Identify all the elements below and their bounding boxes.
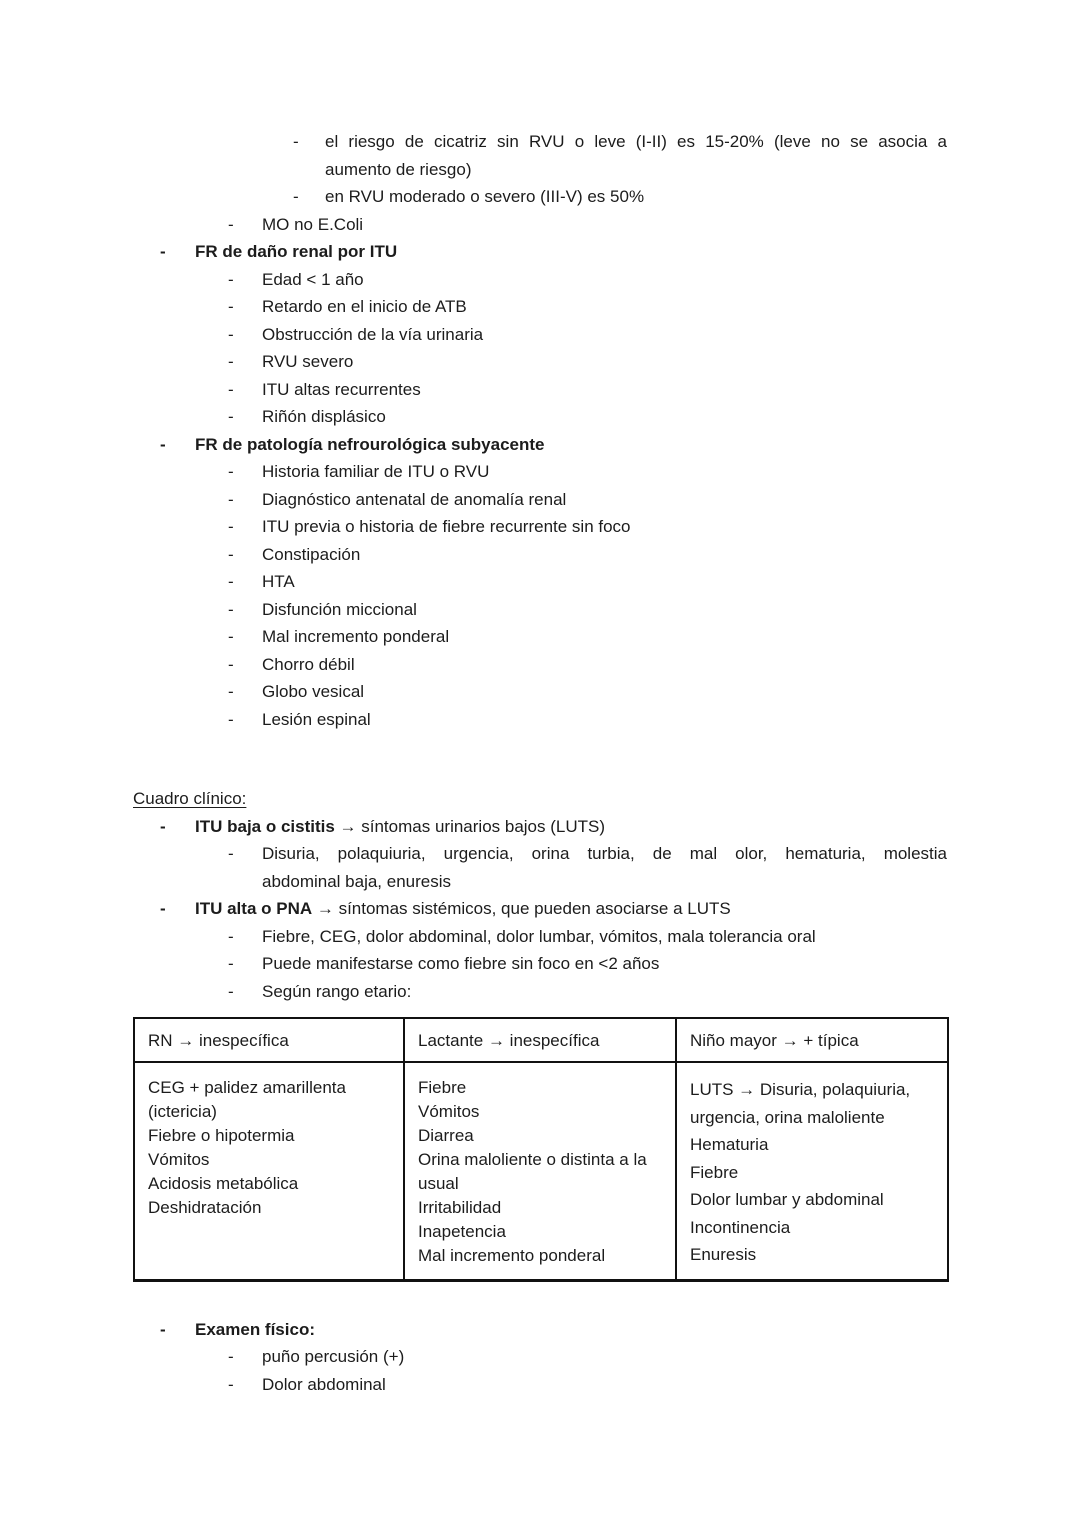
list-item-text: Obstrucción de la vía urinaria [262,324,484,344]
table-cell-line: CEG + palidez amarillenta (ictericia) [148,1078,346,1121]
notes-document [133,128,947,1398]
table-cell-lactante [404,1062,676,1280]
list-item [133,813,947,841]
list-item-text: Historia familiar de ITU o RVU [262,462,490,481]
list-item [133,840,947,895]
table-cell-rn [134,1062,404,1280]
list-item-text [325,128,947,183]
bullet-dash: - [228,844,234,863]
list-item [133,1316,947,1344]
table-cell-line: Deshidratación [148,1198,262,1217]
list-item-text: FR de patología nefrourológica subyacente [195,434,545,454]
bullet-dash: - [228,462,234,481]
bullet-dash: - [228,926,234,946]
list-item [133,541,947,569]
table-cell-line: Dolor lumbar y abdominal [690,1190,884,1209]
table-cell-line: Vómitos [418,1102,480,1121]
table-cell-line: Acidosis metabólica [148,1174,299,1193]
bullet-dash: - [228,352,234,371]
clinical-list [133,813,947,1006]
bullet-dash: - [228,682,234,701]
bullet-dash: - [160,816,166,836]
list-item-bold-lead: ITU baja o cistitis [195,816,335,836]
list-item-text: Diagnóstico antenatal de anomalía renal [262,489,567,509]
table-cell-line: Inapetencia [418,1222,506,1241]
bullet-dash: - [228,1347,234,1366]
bullet-dash: - [160,899,166,918]
list-item-bold-lead: ITU alta o PNA [195,899,313,918]
list-item-line: aumento de riesgo) [325,159,472,179]
list-item-text: Constipación [262,544,361,564]
table-cell-line: Vómitos [148,1150,210,1169]
table-cell-line: Incontinencia [690,1217,791,1237]
list-item-text: Dolor abdominal [262,1374,386,1394]
list-item-text: Puede manifestarse como fiebre sin foco en <2 años [262,954,660,973]
list-item [133,431,947,459]
list-item-text: Chorro débil [262,654,355,674]
bullet-dash: - [228,214,234,234]
list-item-text [195,813,947,841]
list-item [133,238,947,266]
list-item-line: el riesgo de cicatriz sin RVU o leve (I-II) es 15-20% (leve no se asocia a [325,132,947,151]
list-item-text: puño percusión (+) [262,1347,405,1366]
list-item-text: en RVU moderado o severo (III-V) es 50% [325,187,645,206]
exam-list [133,1316,947,1399]
table-header-cell: RN → inespecífica [134,1018,404,1062]
list-item-text: Examen físico: [195,1319,315,1339]
list-item [133,293,947,321]
list-item-text: Lesión espinal [262,709,371,729]
table-header-row [134,1018,948,1062]
list-item [133,568,947,596]
bullet-dash: - [228,654,234,674]
list-item [133,1371,947,1399]
age-symptoms-table [133,1017,949,1282]
list-item [133,458,947,486]
list-item [133,266,947,294]
list-item-line: Disuria, polaquiuria, urgencia, orina turbia, de mal olor, hematuria, molestia [262,844,947,863]
list-item [133,950,947,978]
bullet-dash: - [228,599,234,619]
list-item-text: Edad < 1 año [262,269,364,289]
bullet-dash: - [228,544,234,564]
bullet-dash: - [293,132,299,151]
list-item [133,183,947,211]
list-item-text: HTA [262,572,295,591]
list-item-text [195,895,947,923]
list-item-rest: → síntomas sistémicos, que pueden asociarse a LUTS [312,899,731,918]
list-item-text: Fiebre, CEG, dolor abdominal, dolor lumbar, vómitos, mala tolerancia oral [262,926,816,946]
list-item [133,403,947,431]
table-cell-line: Orina maloliente o distinta a la usual [418,1150,647,1193]
list-item-text: Globo vesical [262,682,365,701]
table-cell-line: Irritabilidad [418,1198,502,1217]
list-item [133,678,947,706]
list-item [133,895,947,923]
list-item [133,923,947,951]
bullet-dash: - [228,517,234,536]
list-item [133,321,947,349]
list-item [133,978,947,1006]
list-item-text: ITU previa o historia de fiebre recurrente sin foco [262,517,631,536]
list-item [133,211,947,239]
bullet-dash: - [228,379,234,399]
bullet-dash: - [160,242,166,261]
list-item [133,651,947,679]
table-cell-line: Fiebre [418,1078,467,1097]
list-item-text [262,840,947,895]
bullet-dash: - [228,572,234,591]
list-item [133,376,947,404]
list-item [133,348,947,376]
table-cell-line: Mal incremento ponderal [418,1246,606,1265]
bullet-dash: - [228,489,234,509]
list-item-rest: → síntomas urinarios bajos (LUTS) [334,816,606,836]
list-item-text: FR de daño renal por ITU [195,242,398,261]
list-item-text: Retardo en el inicio de ATB [262,297,467,316]
list-item [133,1343,947,1371]
table-cell-nino-mayor [676,1062,948,1280]
list-item-text: Según rango etario: [262,981,412,1001]
bullet-dash: - [228,1374,234,1394]
bullet-dash: - [228,627,234,646]
table-cell-line: Diarrea [418,1126,474,1145]
bullet-dash: - [228,981,234,1001]
list-item [133,596,947,624]
list-item-text: Disfunción miccional [262,599,417,619]
list-item-text: MO no E.Coli [262,214,364,234]
bullet-dash: - [160,434,166,454]
table-cell-line: Fiebre o hipotermia [148,1126,295,1145]
list-item-text: ITU altas recurrentes [262,379,421,399]
table-cell-line: LUTS → Disuria, polaquiuria, urgencia, orina maloliente [690,1080,911,1127]
list-item-text: Mal incremento ponderal [262,627,450,646]
table-cell-line: Fiebre [690,1162,739,1182]
bullet-dash: - [228,407,234,426]
table-cell-line: Hematuria [690,1135,769,1154]
table-header-cell: Niño mayor → + típica [676,1018,948,1062]
bullet-dash: - [228,954,234,973]
bullet-dash: - [228,709,234,729]
list-item [133,128,947,183]
bullet-dash: - [228,269,234,289]
table-body-row [134,1062,948,1280]
list-item-text: RVU severo [262,352,354,371]
risk-outline-list [133,128,947,733]
bullet-dash: - [228,324,234,344]
bullet-dash: - [293,187,299,206]
list-item [133,486,947,514]
table-cell-line: Enuresis [690,1245,757,1264]
section-heading-cuadro-clinico [133,785,947,813]
list-item-line: abdominal baja, enuresis [262,871,452,891]
list-item [133,623,947,651]
bullet-dash: - [228,297,234,316]
list-item [133,513,947,541]
table-header-cell: Lactante → inespecífica [404,1018,676,1062]
bullet-dash: - [160,1319,166,1339]
section-heading-text: Cuadro clínico: [133,789,247,808]
list-item-text: Riñón displásico [262,407,386,426]
list-item [133,706,947,734]
